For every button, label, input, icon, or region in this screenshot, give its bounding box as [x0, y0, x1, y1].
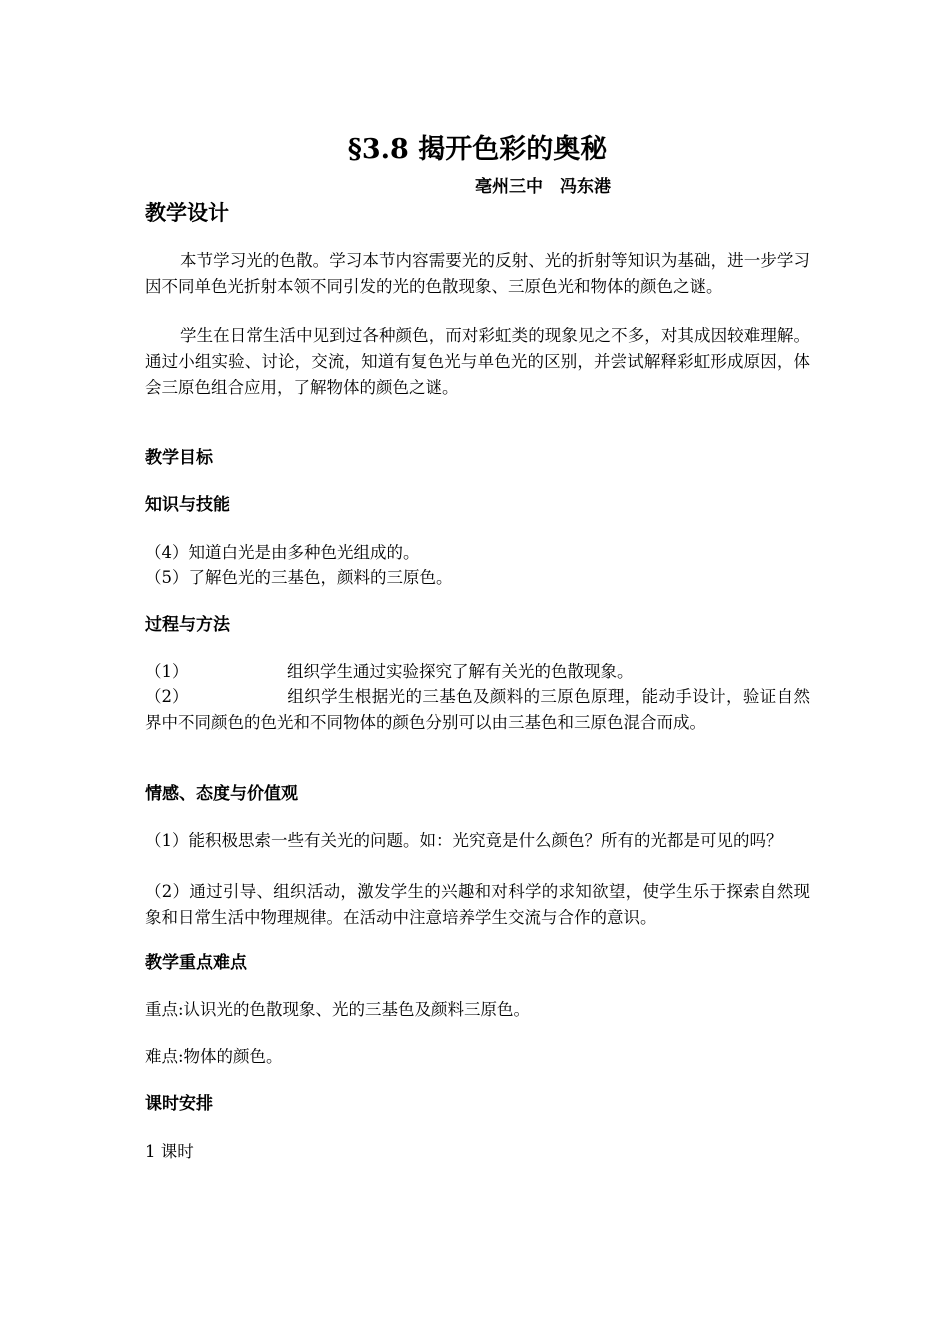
heading-knowledge-skills: 知识与技能 [145, 495, 230, 515]
design-paragraph-1: 本节学习光的色散。学习本节内容需要光的反射、光的折射等知识为基础，进一步学习因不同单色光折射本领不同引发的光的色散现象、三原色光和物体的颜色之谜。 [145, 251, 810, 296]
knowledge-item-4: （4）知道白光是由多种色光组成的。 [145, 543, 420, 562]
schedule-value: 1 课时 [145, 1142, 194, 1161]
author-line: 亳州三中 冯东港 [475, 177, 611, 197]
process-item-2-label: （2） [145, 687, 189, 706]
attitude-item-2: （2）通过引导、组织活动，激发学生的兴趣和对科学的求知欲望，使学生乐于探索自然现象和日常生活中物理规律。在活动中注意培养学生交流与合作的意识。 [145, 882, 810, 927]
heading-schedule: 课时安排 [145, 1094, 213, 1114]
attitude-item-1: （1）能积极思索一些有关光的问题。如：光究竟是什么颜色？所有的光都是可见的吗？ [145, 831, 783, 850]
process-item-2-text: 组织学生根据光的三基色及颜料的三原色原理，能动手设计，验证自然界中不同颜色的色光和不同物体的颜色分别可以由三基色和三原色混合而成。 [145, 687, 810, 732]
heading-key-difficult: 教学重点难点 [145, 953, 247, 973]
heading-attitude-values: 情感、态度与价值观 [145, 784, 298, 804]
design-paragraph-2: 学生在日常生活中见到过各种颜色，而对彩虹类的现象见之不多，对其成因较难理解。通过小组实验、讨论，交流，知道有复色光与单色光的区别，并尝试解释彩虹形成原因，体会三原色组合应用，了解物体的颜色之谜。 [145, 326, 810, 397]
document-title: §3.8 揭开色彩的奥秘 [347, 134, 608, 165]
process-item-2 [145, 684, 810, 736]
key-point: 重点:认识光的色散现象、光的三基色及颜料三原色。 [145, 1000, 531, 1019]
process-item-1-label: （1） [145, 662, 189, 681]
process-item-1 [145, 659, 810, 685]
heading-process-method: 过程与方法 [145, 615, 230, 635]
heading-teaching-design: 教学设计 [145, 200, 229, 225]
knowledge-item-5: （5）了解色光的三基色，颜料的三原色。 [145, 568, 453, 587]
process-item-1-text: 组织学生通过实验探究了解有关光的色散现象。 [287, 662, 634, 681]
difficult-point: 难点:物体的颜色。 [145, 1047, 283, 1066]
heading-objectives: 教学目标 [145, 448, 213, 468]
